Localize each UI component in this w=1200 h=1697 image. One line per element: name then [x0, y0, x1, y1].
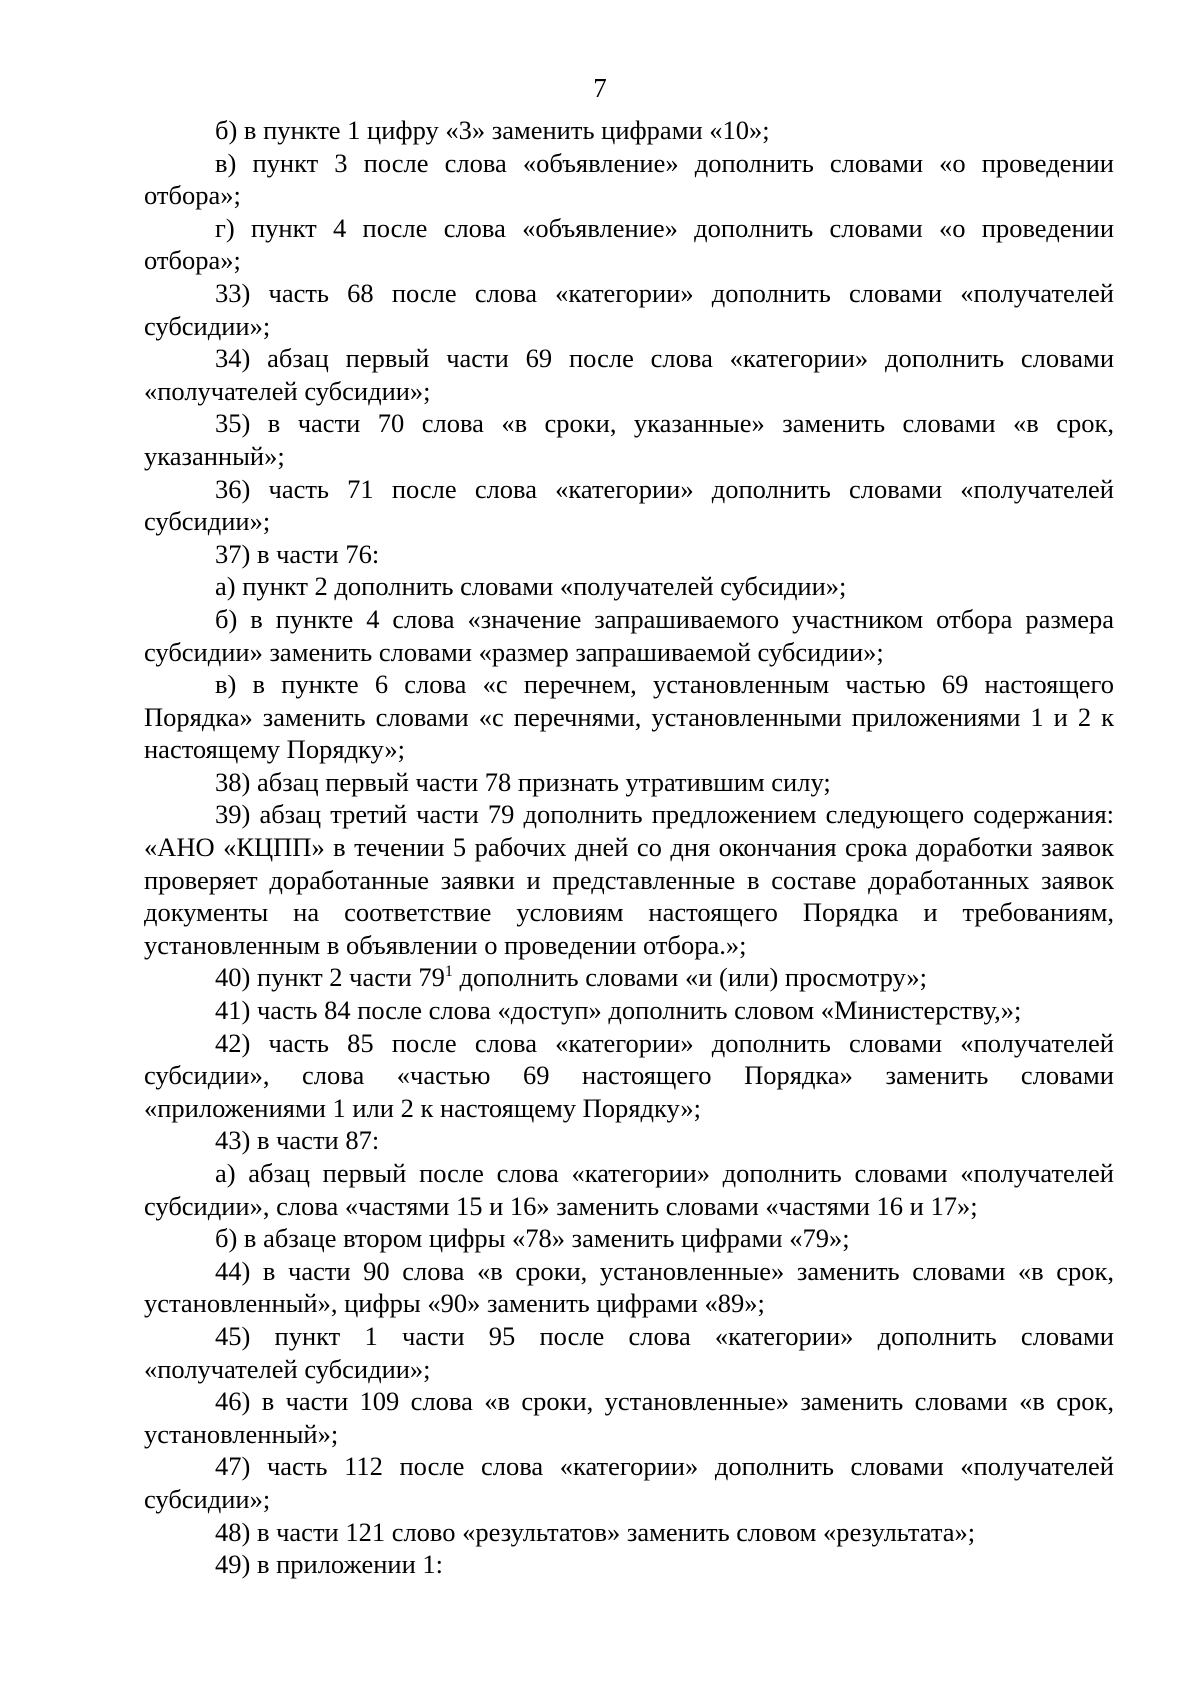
- paragraph: 44) в части 90 слова «в сроки, установленные» заменить словами «в срок, установленный», цифры «90» заменить цифрами «89»;: [144, 1255, 1114, 1319]
- superscript-index: 1: [444, 963, 453, 981]
- document-body: [144, 114, 1114, 1581]
- paragraph: б) в абзаце втором цифры «78» заменить цифрами «79»;: [215, 1223, 850, 1254]
- paragraph: б) в пункте 4 слова «значение запрашиваемого участником отбора размера субсидии» заменить словами «размер запрашиваемой субсидии»;: [144, 603, 1114, 667]
- paragraph-text-after: дополнить словами «и (или) просмотру»;: [452, 962, 927, 993]
- paragraph: 38) абзац первый части 78 признать утратившим силу;: [215, 766, 831, 797]
- paragraph: [144, 961, 1114, 994]
- paragraph: а) пункт 2 дополнить словами «получателей субсидии»;: [215, 571, 847, 602]
- paragraph: в) пункт 3 после слова «объявление» дополнить словами «о проведении отбора»;: [144, 147, 1114, 211]
- paragraph: 41) часть 84 после слова «доступ» дополнить словом «Министерству,»;: [215, 995, 1022, 1026]
- paragraph: 37) в части 76:: [215, 538, 380, 569]
- paragraph: 33) часть 68 после слова «категории» дополнить словами «получателей субсидии»;: [144, 277, 1114, 341]
- paragraph: 43) в части 87:: [215, 1125, 380, 1156]
- page-number: 7: [593, 73, 607, 103]
- paragraph: 48) в части 121 слово «результатов» заменить словом «результата»;: [215, 1516, 976, 1547]
- paragraph-text-before: 40) пункт 2 части 79: [215, 962, 445, 993]
- paragraph: 49) в приложении 1:: [215, 1549, 444, 1580]
- paragraph: 45) пункт 1 части 95 после слова «категории» дополнить словами «получателей субсидии»;: [144, 1320, 1114, 1384]
- paragraph: 36) часть 71 после слова «категории» дополнить словами «получателей субсидии»;: [144, 473, 1114, 537]
- paragraph: в) в пункте 6 слова «с перечнем, установленным частью 69 настоящего Порядка» заменить словами «с перечнями, установленными приложениями 1 и 2 к настоящему Порядку»;: [144, 669, 1114, 765]
- paragraph: 39) абзац третий части 79 дополнить предложением следующего содержания: «АНО «КЦПП» в течении 5 рабочих дней со дня окончания срока доработки заявок проверяет доработанные заявки и представленные в составе доработанных заявок документы на соответствие условиям настоящего Порядка и требованиям, установленным в объявлении о проведении отбора.»;: [144, 799, 1114, 960]
- paragraph: а) абзац первый после слова «категории» дополнить словами «получателей субсидии», слова «частями 15 и 16» заменить словами «частями 16 и 17»;: [144, 1158, 1114, 1221]
- paragraph: б) в пункте 1 цифру «3» заменить цифрами «10»;: [215, 115, 770, 145]
- paragraph: г) пункт 4 после слова «объявление» дополнить словами «о проведении отбора»;: [144, 212, 1114, 276]
- paragraph: 35) в части 70 слова «в сроки, указанные» заменить словами «в срок, указанный»;: [144, 408, 1114, 471]
- paragraph: 42) часть 85 после слова «категории» дополнить словами «получателей субсидии», слова «частью 69 настоящего Порядка» заменить словами «приложениями 1 или 2 к настоящему Порядку»;: [144, 1027, 1114, 1123]
- paragraph: 46) в части 109 слова «в сроки, установленные» заменить словами «в срок, установленный»;: [144, 1386, 1114, 1449]
- paragraph: 47) часть 112 после слова «категории» дополнить словами «получателей субсидии»;: [144, 1451, 1114, 1514]
- paragraph: 34) абзац первый части 69 после слова «категории» дополнить словами «получателей субсидии»;: [144, 343, 1114, 406]
